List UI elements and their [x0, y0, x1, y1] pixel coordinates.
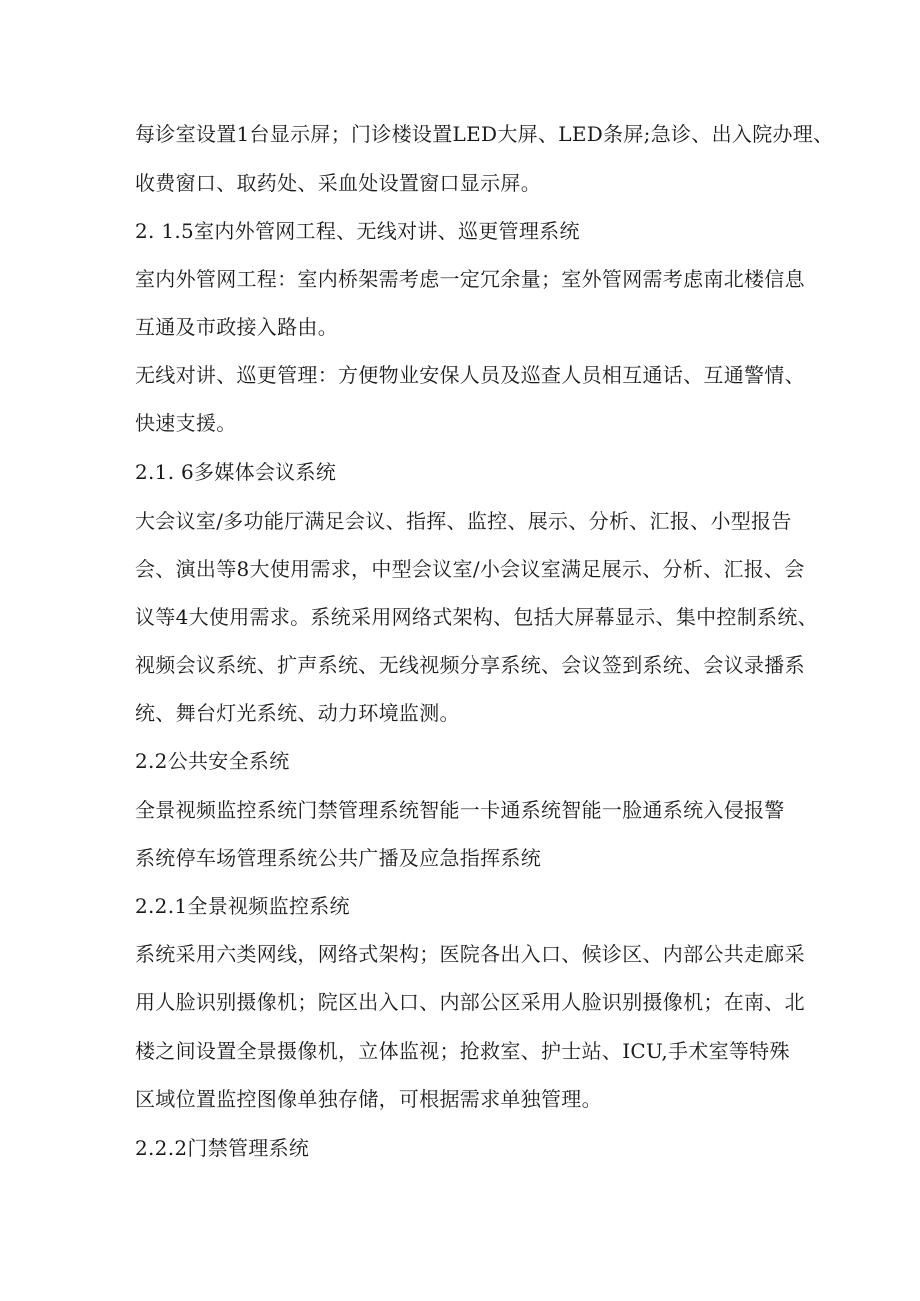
heading-2-1-5: 2. 1.5室内外管网工程、无线对讲、巡更管理系统 [135, 219, 580, 243]
paragraph-security-systems-line-2: 系统停车场管理系统公共广播及应急指挥系统 [135, 846, 541, 870]
paragraph-conference-line-5: 统、舞台灯光系统、动力环境监测。 [135, 701, 460, 725]
paragraph-display-screens-line-2: 收费窗口、取药处、采血处设置窗口显示屏。 [135, 171, 541, 195]
paragraph-display-screens-line-1: 每诊室设置1台显示屏；门诊楼设置LED大屏、LED条屏;急诊、出入院办理、 [135, 122, 834, 146]
paragraph-conference-line-1: 大会议室/多功能厅满足会议、指挥、监控、展示、分析、汇报、小型报告 [135, 509, 792, 533]
paragraph-video-surveillance-line-2: 用人脸识别摄像机；院区出入口、内部公区采用人脸识别摄像机；在南、北 [135, 990, 805, 1014]
paragraph-video-surveillance-line-1: 系统采用六类网线，网络式架构；医院各出入口、候诊区、内部公共走廊采 [135, 942, 805, 966]
paragraph-intercom-line-1: 无线对讲、巡更管理：方便物业安保人员及巡查人员相互通话、互通警情、 [135, 363, 805, 387]
heading-2-2: 2.2公共安全系统 [135, 749, 290, 773]
paragraph-video-surveillance-line-3: 楼之间设置全景摄像机，立体监视；抢救室、护士站、ICU,手术室等特殊 [135, 1039, 790, 1063]
heading-2-1-6: 2.1. 6多媒体会议系统 [135, 460, 337, 484]
paragraph-intercom-line-2: 快速支援。 [135, 411, 237, 435]
paragraph-pipe-network-line-2: 互通及市政接入路由。 [135, 315, 338, 339]
paragraph-conference-line-2: 会、演出等8大使用需求，中型会议室/小会议室满足展示、分析、汇报、会 [135, 557, 805, 581]
paragraph-pipe-network-line-1: 室内外管网工程：室内桥架需考虑一定冗余量；室外管网需考虑南北楼信息 [135, 267, 805, 291]
paragraph-conference-line-4: 视频会议系统、扩声系统、无线视频分享系统、会议签到系统、会议录播系 [135, 653, 805, 677]
paragraph-conference-line-3: 议等4大使用需求。系统采用网络式架构、包括大屏幕显示、集中控制系统、 [135, 605, 818, 629]
heading-2-2-2: 2.2.2门禁管理系统 [135, 1136, 310, 1160]
paragraph-security-systems-line-1: 全景视频监控系统门禁管理系统智能一卡通系统智能一脸通系统入侵报警 [135, 798, 785, 822]
paragraph-video-surveillance-line-4: 区域位置监控图像单独存储，可根据需求单独管理。 [135, 1087, 602, 1111]
heading-2-2-1: 2.2.1全景视频监控系统 [135, 894, 350, 918]
